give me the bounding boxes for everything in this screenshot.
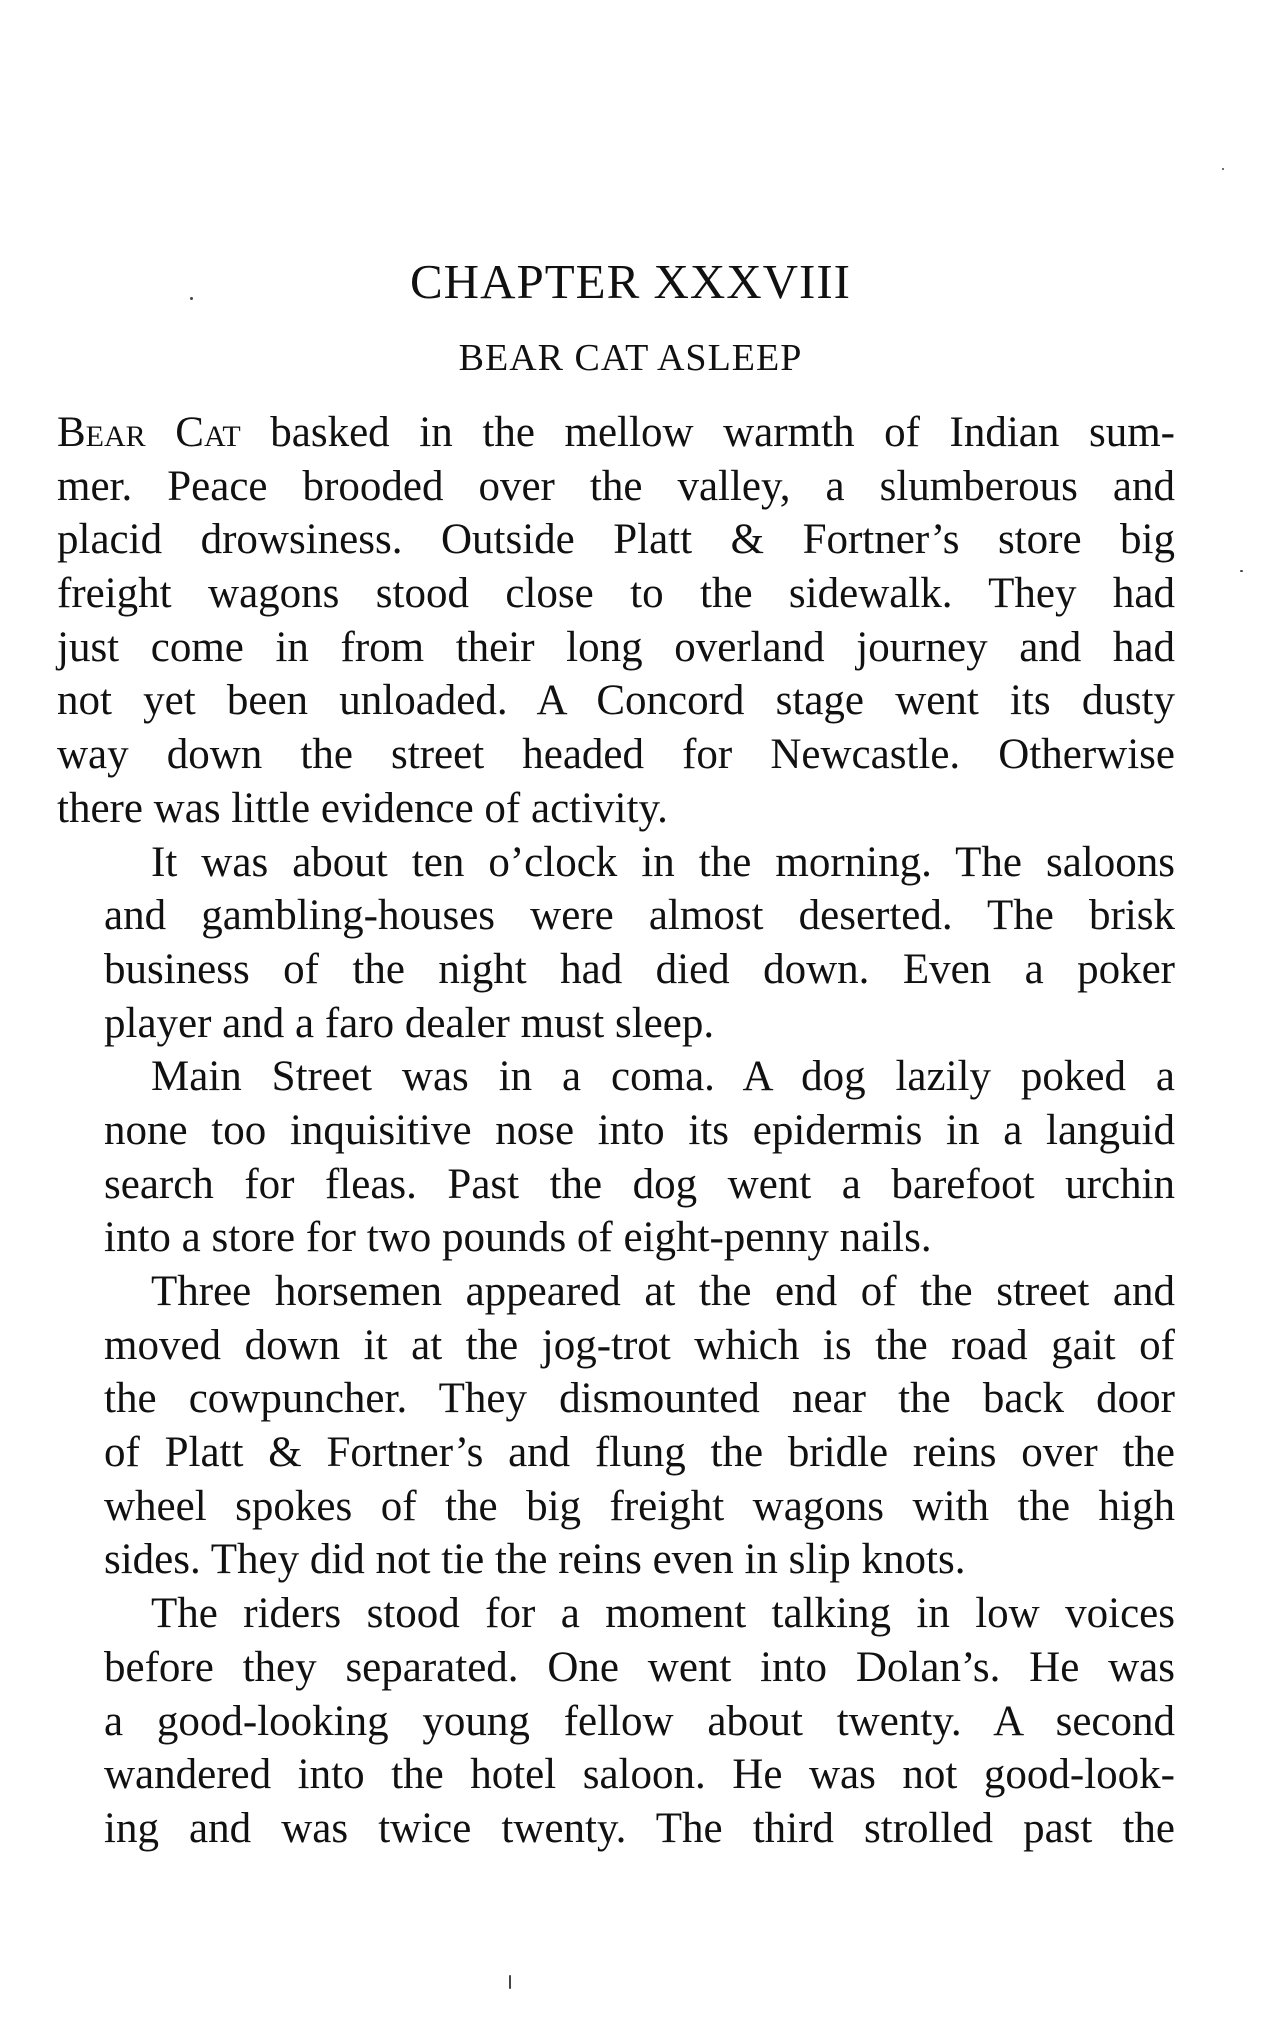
- text-line: there was little evidence of activity.: [57, 784, 668, 832]
- text-line: moved down it at the jog-trot which is the road gait of: [104, 1321, 1175, 1369]
- text-line: It was about ten o’clock in the morning. The saloons: [151, 838, 1175, 886]
- paragraph-4: [57, 1265, 1175, 1587]
- text-line: not yet been unloaded. A Concord stage went its dusty: [57, 677, 1175, 725]
- text-line: The riders stood for a moment talking in low voices: [151, 1590, 1175, 1638]
- text-line: Main Street was in a coma. A dog lazily poked a: [151, 1053, 1175, 1101]
- text-line: freight wagons stood close to the sidewalk. They had: [57, 570, 1175, 618]
- text-line: into a store for two pounds of eight-penny nails.: [104, 1214, 932, 1262]
- paragraph-2: [57, 836, 1175, 1051]
- chapter-body: [57, 406, 1175, 1856]
- text-line: business of the night had died down. Even a poker: [104, 945, 1175, 993]
- paragraph-1: [57, 406, 1175, 836]
- text-line: wandered into the hotel saloon. He was not good-look-: [104, 1751, 1175, 1799]
- scan-speck: [509, 1975, 511, 1989]
- text-line: mer. Peace brooded over the valley, a slumberous and: [57, 462, 1175, 510]
- scan-speck: [190, 297, 193, 300]
- text-line: search for fleas. Past the dog went a barefoot urchin: [104, 1160, 1175, 1208]
- text-line: way down the street headed for Newcastle. Otherwise: [57, 731, 1175, 779]
- scan-speck: [1222, 168, 1224, 170]
- paragraph-5: [57, 1587, 1175, 1855]
- text-line: none too inquisitive nose into its epidermis in a languid: [104, 1106, 1175, 1154]
- chapter-number: CHAPTER XXXVIII: [410, 254, 851, 309]
- text-line: before they separated. One went into Dolan’s. He was: [104, 1643, 1175, 1691]
- scan-speck: [1240, 570, 1243, 572]
- opening-small-caps: Bear Cat: [57, 409, 241, 456]
- text-line: wheel spokes of the big freight wagons with the high: [104, 1482, 1175, 1530]
- text-line: a good-looking young fellow about twenty. A second: [104, 1697, 1175, 1745]
- text-line: ing and was twice twenty. The third strolled past the: [104, 1804, 1175, 1852]
- text-line: just come in from their long overland journey and had: [57, 623, 1175, 671]
- text-line: sides. They did not tie the reins even in slip knots.: [104, 1536, 966, 1584]
- text-line: of Platt & Fortner’s and flung the bridle reins over the: [104, 1429, 1175, 1477]
- text-line: and gambling-houses were almost deserted. The brisk: [104, 892, 1175, 940]
- text-line: placid drowsiness. Outside Platt & Fortner’s store big: [57, 516, 1175, 564]
- paragraph-3: [57, 1050, 1175, 1265]
- text-line: Bear Cat basked in the mellow warmth of Indian sum-: [57, 409, 1175, 456]
- chapter-title: BEAR CAT ASLEEP: [458, 337, 803, 379]
- text-line: Three horsemen appeared at the end of the street and: [151, 1268, 1175, 1315]
- text-line: player and a faro dealer must sleep.: [104, 999, 715, 1047]
- text-line: the cowpuncher. They dismounted near the back door: [104, 1375, 1175, 1423]
